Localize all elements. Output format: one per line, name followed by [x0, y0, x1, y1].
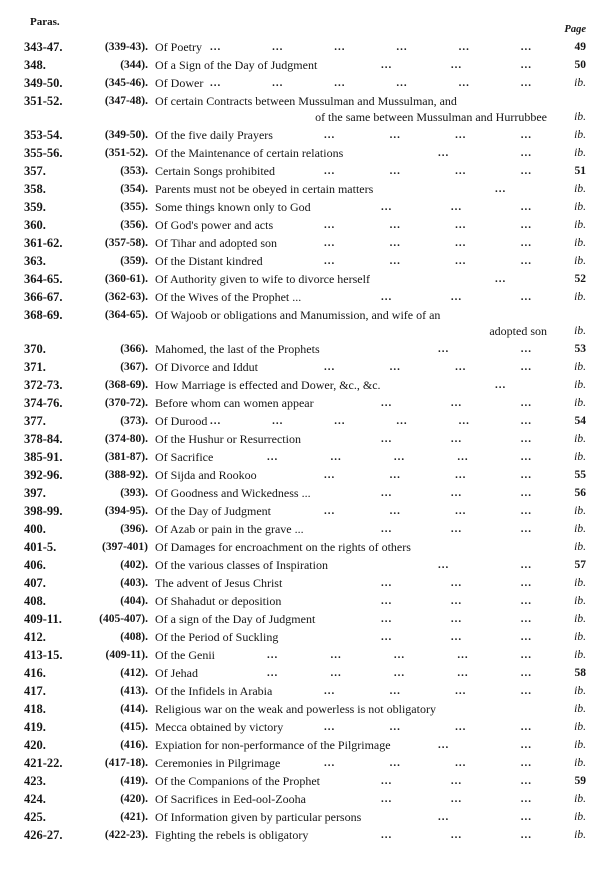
page-number: ib.	[574, 793, 586, 805]
index-entry	[0, 772, 600, 790]
entry-title: Of Information given by particular persons	[155, 810, 362, 824]
old-paragraph-number: (367).	[120, 361, 148, 373]
entry-title: Of Authority given to wife to divorce herself	[155, 272, 370, 286]
index-entry	[0, 592, 600, 610]
leader-dots: ...	[495, 273, 507, 285]
old-paragraph-number: (393).	[120, 487, 148, 499]
leader-dots: ... ... ... ...	[324, 165, 532, 177]
old-paragraph-number: (412).	[120, 667, 148, 679]
old-paragraph-number: (397-401)	[102, 541, 148, 553]
entry-title: Certain Songs prohibited	[155, 164, 275, 178]
page-number: 53	[574, 343, 586, 355]
old-paragraph-number: (388-92).	[104, 469, 148, 481]
old-paragraph-number: (402).	[120, 559, 148, 571]
entry-title: Of the Distant kindred	[155, 254, 263, 268]
paragraph-number: 363.	[24, 254, 46, 268]
index-entry	[0, 340, 600, 358]
entry-title: Of certain Contracts between Mussulman and Mussulman, and	[155, 94, 457, 108]
old-paragraph-number: (409-11).	[105, 649, 148, 661]
entry-title: Some things known only to God	[155, 200, 311, 214]
old-paragraph-number: (420).	[120, 793, 148, 805]
paragraph-number: 370.	[24, 342, 46, 356]
index-entry	[0, 288, 600, 306]
page-number: 59	[574, 775, 586, 787]
index-entry	[0, 56, 600, 74]
entry-title: Of the Hushur or Resurrection	[155, 432, 301, 446]
entry-title: The advent of Jesus Christ	[155, 576, 283, 590]
entry-title: Of God's power and acts	[155, 218, 274, 232]
leader-dots: ... ...	[438, 559, 532, 571]
entry-title: Of the five daily Prayers	[155, 128, 273, 142]
paragraph-number: 360.	[24, 218, 46, 232]
paragraph-number: 358.	[24, 182, 46, 196]
entry-title: Of Sacrifice	[155, 450, 214, 464]
page-number: 51	[574, 165, 586, 177]
entry-title: Of Damages for encroachment on the rights of others	[155, 540, 411, 554]
leader-dots: ... ...	[438, 739, 532, 751]
index-entry	[0, 92, 600, 126]
index-entry	[0, 430, 600, 448]
leader-dots: ... ...	[438, 147, 532, 159]
index-entry	[0, 484, 600, 502]
paragraph-number: 355-56.	[24, 146, 63, 160]
leader-dots: ... ...	[438, 343, 532, 355]
index-entry	[0, 628, 600, 646]
page-number: ib.	[574, 631, 586, 643]
paragraph-number: 426-27.	[24, 828, 63, 842]
index-entry	[0, 754, 600, 772]
index-entry	[0, 198, 600, 216]
paragraph-number: 418.	[24, 702, 46, 716]
old-paragraph-number: (414).	[120, 703, 148, 715]
leader-dots: ... ... ...	[381, 523, 532, 535]
paragraph-number: 351-52.	[24, 94, 63, 108]
entry-title: Of Sacrifices in Eed-ool-Zooha	[155, 792, 306, 806]
page-number: 50	[574, 59, 586, 71]
paragraph-number: 364-65.	[24, 272, 63, 286]
entry-title: Of Divorce and Iddut	[155, 360, 258, 374]
leader-dots: ... ... ...	[381, 775, 532, 787]
leader-dots: ... ... ... ... ...	[267, 649, 532, 661]
leader-dots: ... ... ...	[381, 793, 532, 805]
entry-title: Of a Sign of the Day of Judgment	[155, 58, 318, 72]
leader-dots: ... ... ...	[381, 829, 532, 841]
page-number: ib.	[574, 703, 586, 715]
paragraph-number: 385-91.	[24, 450, 63, 464]
index-entry	[0, 700, 600, 718]
old-paragraph-number: (351-52).	[104, 147, 148, 159]
entry-title: Parents must not be obeyed in certain matters	[155, 182, 374, 196]
old-paragraph-number: (396).	[120, 523, 148, 535]
old-paragraph-number: (408).	[120, 631, 148, 643]
old-paragraph-number: (362-63).	[104, 291, 148, 303]
leader-dots: ... ... ... ...	[324, 361, 532, 373]
page-number: ib.	[574, 523, 586, 535]
paragraph-number: 412.	[24, 630, 46, 644]
page-number: ib.	[574, 811, 586, 823]
paragraph-number: 416.	[24, 666, 46, 680]
paragraph-number: 349-50.	[24, 76, 63, 90]
leader-dots: ... ... ... ...	[324, 721, 532, 733]
index-entry	[0, 376, 600, 394]
leader-dots: ... ... ...	[381, 291, 532, 303]
page-number: ib.	[574, 325, 586, 337]
paragraph-number: 398-99.	[24, 504, 63, 518]
page-number: 56	[574, 487, 586, 499]
entry-title: Of Poetry	[155, 40, 202, 54]
paragraph-number: 392-96.	[24, 468, 63, 482]
entry-title: Before whom can women appear	[155, 396, 314, 410]
old-paragraph-number: (413).	[120, 685, 148, 697]
leader-dots: ... ... ... ... ...	[267, 667, 532, 679]
page-number: ib.	[574, 721, 586, 733]
page-number: 55	[574, 469, 586, 481]
paragraph-number: 357.	[24, 164, 46, 178]
entry-title: Mecca obtained by victory	[155, 720, 284, 734]
paragraph-number: 397.	[24, 486, 46, 500]
leader-dots: ... ... ...	[381, 613, 532, 625]
leader-dots: ... ... ... ...	[324, 505, 532, 517]
old-paragraph-number: (421).	[120, 811, 148, 823]
leader-dots: ... ... ...	[381, 433, 532, 445]
entry-title: Of Dower	[155, 76, 204, 90]
old-paragraph-number: (373).	[120, 415, 148, 427]
page-number: 58	[574, 667, 586, 679]
leader-dots: ... ... ... ... ...	[267, 451, 532, 463]
entry-title: Of the Infidels in Arabia	[155, 684, 273, 698]
index-entry	[0, 520, 600, 538]
entry-title: Of Jehad	[155, 666, 198, 680]
paragraph-number: 378-84.	[24, 432, 63, 446]
page-number: ib.	[574, 219, 586, 231]
index-entry	[0, 234, 600, 252]
old-paragraph-number: (357-58).	[104, 237, 148, 249]
page-number: 54	[574, 415, 586, 427]
page-number: ib.	[574, 829, 586, 841]
paragraph-number: 424.	[24, 792, 46, 806]
entry-title: Of Durood	[155, 414, 208, 428]
leader-dots: ... ... ... ... ... ...	[210, 415, 532, 427]
old-paragraph-number: (419).	[120, 775, 148, 787]
index-entry	[0, 502, 600, 520]
paragraph-number: 413-15.	[24, 648, 63, 662]
paragraph-number: 348.	[24, 58, 46, 72]
entry-title: Ceremonies in Pilgrimage	[155, 756, 281, 770]
entry-title: Of the Companions of the Prophet	[155, 774, 320, 788]
page-number: ib.	[574, 649, 586, 661]
index-entry	[0, 664, 600, 682]
old-paragraph-number: (360-61).	[104, 273, 148, 285]
entry-title: Of Goodness and Wickedness ...	[155, 486, 311, 500]
page-number: ib.	[574, 379, 586, 391]
entry-title: Of Shahadut or deposition	[155, 594, 282, 608]
paragraph-number: 425.	[24, 810, 46, 824]
index-entry	[0, 826, 600, 844]
leader-dots: ... ... ...	[381, 487, 532, 499]
leader-dots: ... ... ... ...	[324, 469, 532, 481]
page-number: ib.	[574, 577, 586, 589]
index-entry	[0, 412, 600, 430]
paragraph-number: 419.	[24, 720, 46, 734]
old-paragraph-number: (345-46).	[104, 77, 148, 89]
old-paragraph-number: (349-50).	[104, 129, 148, 141]
page-number: ib.	[574, 129, 586, 141]
index-entry	[0, 448, 600, 466]
page-number: ib.	[574, 183, 586, 195]
old-paragraph-number: (415).	[120, 721, 148, 733]
entry-title: Of a sign of the Day of Judgment	[155, 612, 316, 626]
old-paragraph-number: (356).	[120, 219, 148, 231]
page-number: 52	[574, 273, 586, 285]
old-paragraph-number: (416).	[120, 739, 148, 751]
page-number: ib.	[574, 77, 586, 89]
page-number: ib.	[574, 111, 586, 123]
paragraph-number: 368-69.	[24, 308, 63, 322]
paras-column-header: Paras.	[30, 16, 60, 28]
index-entry	[0, 718, 600, 736]
index-entry	[0, 574, 600, 592]
entry-title: Fighting the rebels is obligatory	[155, 828, 309, 842]
index-entry	[0, 790, 600, 808]
leader-dots: ... ... ... ...	[324, 685, 532, 697]
old-paragraph-number: (359).	[120, 255, 148, 267]
paragraph-number: 407.	[24, 576, 46, 590]
paragraph-number: 401-5.	[24, 540, 57, 554]
paragraph-number: 372-73.	[24, 378, 63, 392]
page-number: ib.	[574, 361, 586, 373]
page-number: 57	[574, 559, 586, 571]
old-paragraph-number: (422-23).	[104, 829, 148, 841]
page-number: ib.	[574, 147, 586, 159]
entry-title: Expiation for non-performance of the Pilgrimage	[155, 738, 391, 752]
index-entry	[0, 270, 600, 288]
paragraph-number: 366-67.	[24, 290, 63, 304]
paragraph-number: 359.	[24, 200, 46, 214]
leader-dots: ... ... ...	[381, 631, 532, 643]
index-entry	[0, 736, 600, 754]
leader-dots: ... ... ... ...	[324, 129, 532, 141]
paragraph-number: 420.	[24, 738, 46, 752]
page-number: ib.	[574, 595, 586, 607]
index-entry	[0, 610, 600, 628]
page-number: ib.	[574, 757, 586, 769]
entry-title-continuation: adopted son	[489, 324, 547, 338]
old-paragraph-number: (355).	[120, 201, 148, 213]
old-paragraph-number: (405-407).	[99, 613, 148, 625]
entry-title: Of Azab or pain in the grave ...	[155, 522, 304, 536]
paragraph-number: 417.	[24, 684, 46, 698]
index-entry	[0, 646, 600, 664]
old-paragraph-number: (404).	[120, 595, 148, 607]
page-column-header: Page	[564, 24, 586, 35]
old-paragraph-number: (417-18).	[104, 757, 148, 769]
page-number: ib.	[574, 541, 586, 553]
paragraph-number: 408.	[24, 594, 46, 608]
index-entry	[0, 74, 600, 92]
paragraph-number: 343-47.	[24, 40, 63, 54]
leader-dots: ... ... ...	[381, 397, 532, 409]
entry-title: How Marriage is effected and Dower, &c., &c.	[155, 378, 381, 392]
old-paragraph-number: (366).	[120, 343, 148, 355]
old-paragraph-number: (353).	[120, 165, 148, 177]
page-number: ib.	[574, 433, 586, 445]
paragraph-number: 361-62.	[24, 236, 63, 250]
entry-title: Of the Day of Judgment	[155, 504, 271, 518]
old-paragraph-number: (368-69).	[104, 379, 148, 391]
page-number: ib.	[574, 291, 586, 303]
index-entry	[0, 252, 600, 270]
index-entry	[0, 216, 600, 234]
leader-dots: ... ... ... ...	[324, 237, 532, 249]
entry-title-continuation: of the same between Mussulman and Hurrubbee	[315, 110, 547, 124]
page-number: ib.	[574, 255, 586, 267]
index-entry	[0, 394, 600, 412]
paragraph-number: 409-11.	[24, 612, 62, 626]
entry-title: Mahomed, the last of the Prophets	[155, 342, 320, 356]
entry-title: Of Tihar and adopted son	[155, 236, 277, 250]
paragraph-number: 374-76.	[24, 396, 63, 410]
index-entry	[0, 180, 600, 198]
index-entry	[0, 38, 600, 56]
page-number: ib.	[574, 237, 586, 249]
index-entry	[0, 538, 600, 556]
paragraph-number: 406.	[24, 558, 46, 572]
entry-title: Of Sijda and Rookoo	[155, 468, 257, 482]
index-entry	[0, 358, 600, 376]
paragraph-number: 377.	[24, 414, 46, 428]
paragraph-number: 353-54.	[24, 128, 63, 142]
entry-title: Of the Wives of the Prophet ...	[155, 290, 302, 304]
paragraph-number: 423.	[24, 774, 46, 788]
old-paragraph-number: (354).	[120, 183, 148, 195]
paragraph-number: 400.	[24, 522, 46, 536]
leader-dots: ... ... ...	[381, 595, 532, 607]
leader-dots: ... ... ...	[381, 59, 532, 71]
entry-title: Of the various classes of Inspiration	[155, 558, 328, 572]
entry-title: Of the Maintenance of certain relations	[155, 146, 344, 160]
entry-title: Of the Genii	[155, 648, 215, 662]
leader-dots: ... ... ... ... ... ...	[210, 77, 532, 89]
paragraph-number: 371.	[24, 360, 46, 374]
entry-title: Religious war on the weak and powerless is not obligatory	[155, 702, 436, 716]
index-entry	[0, 126, 600, 144]
old-paragraph-number: (339-43).	[104, 41, 148, 53]
page-number: ib.	[574, 397, 586, 409]
index-entry	[0, 466, 600, 484]
old-paragraph-number: (394-95).	[104, 505, 148, 517]
leader-dots: ... ...	[438, 811, 532, 823]
old-paragraph-number: (364-65).	[104, 309, 148, 321]
index-entry	[0, 682, 600, 700]
leader-dots: ... ... ... ...	[324, 219, 532, 231]
old-paragraph-number: (370-72).	[104, 397, 148, 409]
old-paragraph-number: (347-48).	[104, 95, 148, 107]
paragraph-number: 421-22.	[24, 756, 63, 770]
page-number: ib.	[574, 505, 586, 517]
leader-dots: ...	[495, 183, 507, 195]
index-entry-list	[0, 38, 600, 844]
index-entry	[0, 162, 600, 180]
old-paragraph-number: (381-87).	[104, 451, 148, 463]
page-number: ib.	[574, 685, 586, 697]
index-entry	[0, 306, 600, 340]
old-paragraph-number: (403).	[120, 577, 148, 589]
old-paragraph-number: (374-80).	[104, 433, 148, 445]
leader-dots: ... ... ...	[381, 577, 532, 589]
index-entry	[0, 808, 600, 826]
leader-dots: ...	[495, 379, 507, 391]
leader-dots: ... ... ... ...	[324, 757, 532, 769]
leader-dots: ... ... ...	[381, 201, 532, 213]
page-number: ib.	[574, 451, 586, 463]
entry-title: Of Wajoob or obligations and Manumission, and wife of an	[155, 308, 441, 322]
page-number: ib.	[574, 613, 586, 625]
old-paragraph-number: (344).	[120, 59, 148, 71]
page-number: 49	[574, 41, 586, 53]
leader-dots: ... ... ... ... ... ...	[210, 41, 532, 53]
entry-title: Of the Period of Suckling	[155, 630, 279, 644]
page-number: ib.	[574, 739, 586, 751]
page-number: ib.	[574, 201, 586, 213]
leader-dots: ... ... ... ...	[324, 255, 532, 267]
index-entry	[0, 144, 600, 162]
index-entry	[0, 556, 600, 574]
